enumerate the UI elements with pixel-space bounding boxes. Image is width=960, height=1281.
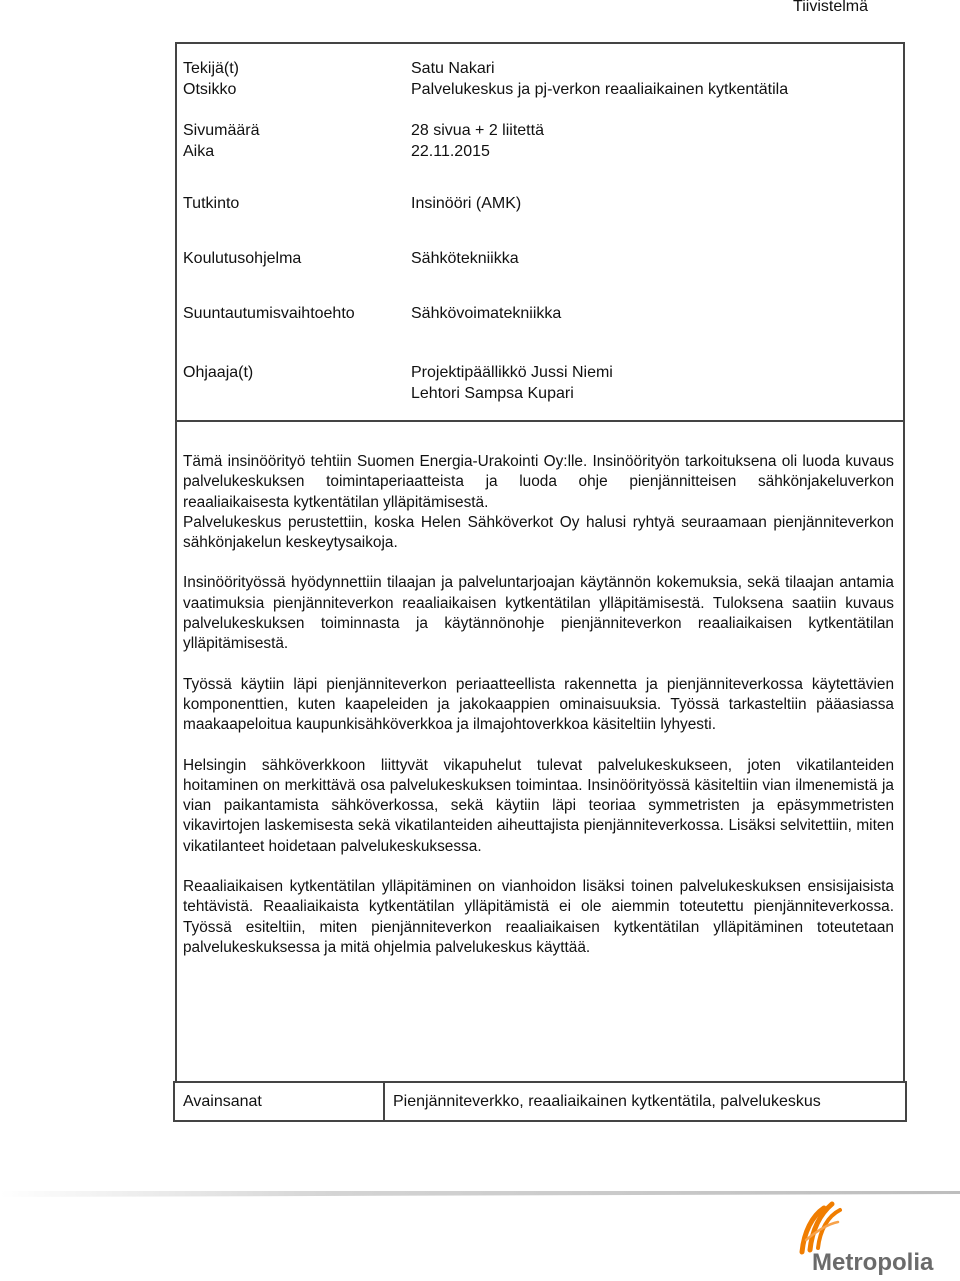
title-value: Palvelukeskus ja pj-verkon reaaliaikainen kytkentätila <box>411 81 789 98</box>
pages-label: Sivumäärä <box>183 122 260 139</box>
date-label: Aika <box>183 143 215 160</box>
degree-label: Tutkinto <box>183 195 240 212</box>
supervisor-1: Projektipäällikkö Jussi Niemi <box>411 364 613 381</box>
keywords-label: Avainsanat <box>175 1083 385 1120</box>
abstract-paragraph-2: Palvelukeskus perustettiin, koska Helen Sähköverkot Oy halusi ryhtyä seuraamaan pienjänniteverkon sähkönjakelun keskeytysaikoja. <box>183 513 894 552</box>
supervisor-2: Lehtori Sampsa Kupari <box>411 385 574 402</box>
metropolia-logo-icon <box>788 1190 948 1276</box>
abstract-paragraph-5: Helsingin sähköverkkoon liittyvät vikapuhelut tulevat palvelukeskukseen, joten vikatilanteiden hoitaminen on merkittävä osa palvelukeskuksen toimintaa. Insinöörityössä käsiteltiin vian ilmenemistä ja vian paikantamista sähköverkossa, sekä käytiin läpi teoriaa symmetristen ja epäsymmetristen vikavirtojen laskemisesta sekä vikatilanteiden aiheuttajista pienjänniteverkossa. Lisäksi selvitettiin, miten vikatilanteet hoidetaan palvelukeskuksessa. <box>183 756 894 855</box>
programme-value: Sähkötekniikka <box>411 250 519 267</box>
pages-value: 28 sivua + 2 liitettä <box>411 122 544 139</box>
keywords-value: Pienjänniteverkko, reaaliaikainen kytkentätila, palvelukeskus <box>393 1093 821 1110</box>
abstract-paragraph-6: Reaaliaikaisen kytkentätilan ylläpitäminen on vianhoidon lisäksi toinen palvelukeskuksen ensisijaisista tehtävistä. Reaaliaikaista kytkentätilan ylläpitämistä ei ole aiemmin toteutettu pienjänniteverkossa. Työssä esiteltiin, miten pienjänniteverkon reaaliaikaisen kytkentätilan ylläpitäminen toteutetaan palvelukeskuksessa ja mitä ohjelmia palvelukeskus käyttää. <box>183 878 894 956</box>
abstract-paragraph-3: Insinöörityössä hyödynnettiin tilaajan ja palveluntarjoajan käytännön kokemuksia, sekä tilaajan antamia vaatimuksia pienjänniteverkon reaaliaikaisen kytkentätilan ylläpitämisestä. Tuloksena saatiin kuvaus palvelukeskuksen toiminnasta ja käytännönohje pienjänniteverkon reaaliaikaisen kytkentätilan ylläpitämisestä. <box>183 574 894 653</box>
page-header-title: Tiivistelmä <box>793 0 868 15</box>
title-label: Otsikko <box>183 81 237 98</box>
specialisation-label: Suuntautumisvaihtoehto <box>183 305 355 322</box>
keywords-row <box>173 1081 907 1122</box>
logo-wordmark: Metropolia <box>812 1249 934 1276</box>
programme-label: Koulutusohjelma <box>183 250 302 267</box>
degree-value: Insinööri (AMK) <box>411 195 522 212</box>
supervisor-label: Ohjaaja(t) <box>183 364 254 381</box>
abstract-paragraph-1: Tämä insinöörityö tehtiin Suomen Energia-Urakointi Oy:lle. Insinöörityön tarkoituksena oli luoda kuvaus palvelukeskuksen toimintaperiaatteista ja luoda ohje pienjännitteisen sähkönjakeluverkon reaaliaikaisesta kytkentätilan ylläpitämisestä. <box>183 453 894 511</box>
abstract-text <box>183 452 894 978</box>
abstract-paragraph-4: Työssä käytiin läpi pienjänniteverkon periaatteellista rakennetta ja pienjänniteverkossa käytettävien komponenttien, kuten kaapeleiden ja jakokaappien ominaisuuksia. Työssä tarkasteltiin pääasiassa maakaapeloitua kaupunkisähköverkkoa ja ilmajohtoverkkoa käsiteltiin lyhyesti. <box>183 675 894 734</box>
author-value: Satu Nakari <box>411 60 495 77</box>
metropolia-logo <box>788 1190 948 1276</box>
author-label: Tekijä(t) <box>183 60 240 77</box>
date-value: 22.11.2015 <box>411 143 490 160</box>
specialisation-value: Sähkövoimatekniikka <box>411 305 562 322</box>
